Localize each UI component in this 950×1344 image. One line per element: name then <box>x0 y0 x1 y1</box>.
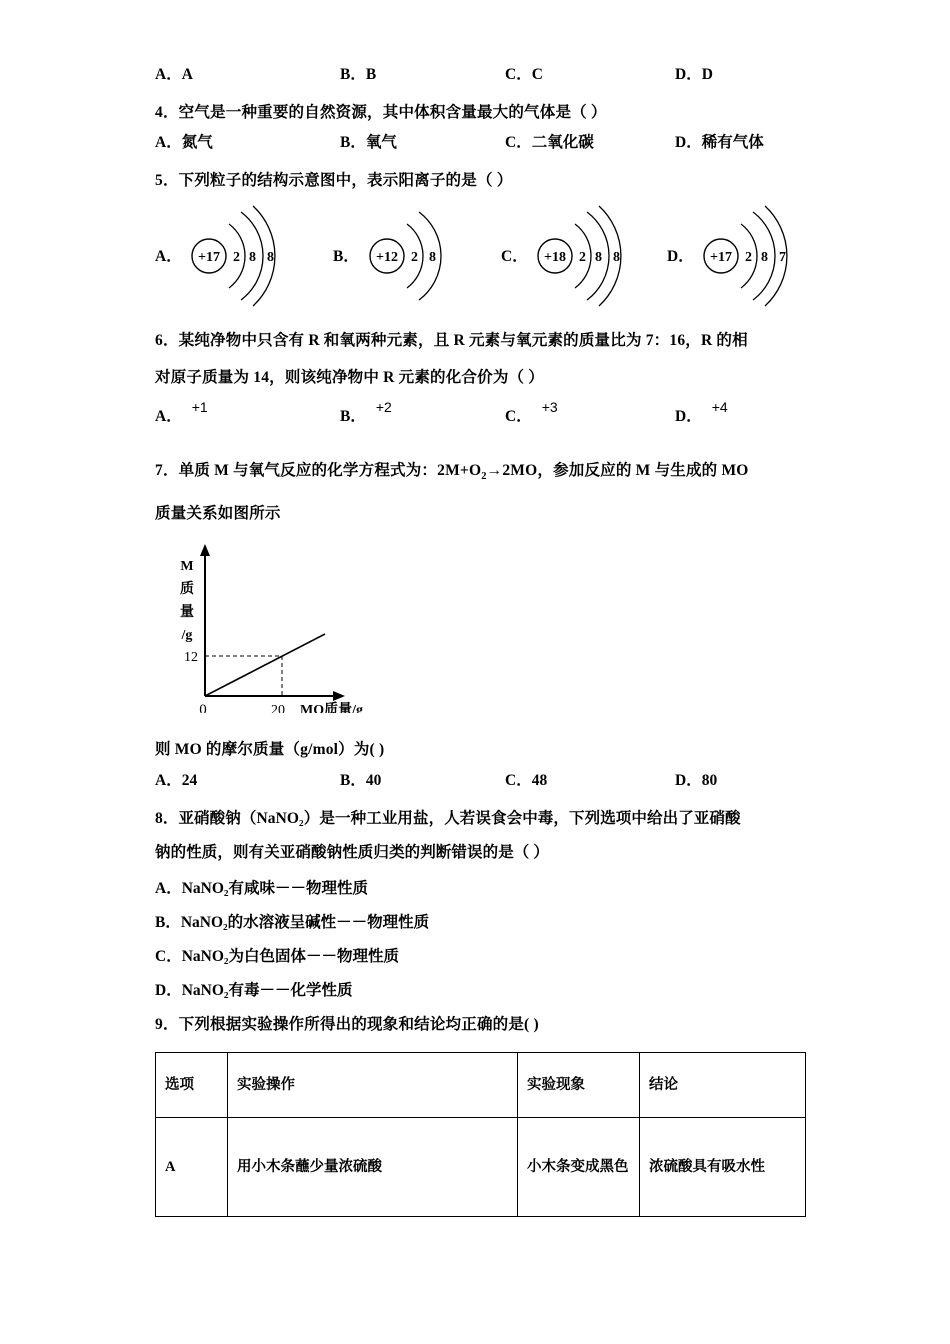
svg-text:+12: +12 <box>376 250 398 265</box>
q7-option-c[interactable]: C．48 <box>505 772 548 790</box>
q6-option-b-value: +2 <box>375 399 392 415</box>
svg-text:8: 8 <box>761 250 768 265</box>
q6-option-b[interactable] <box>340 399 392 426</box>
q6-option-a-label: A． <box>155 408 182 426</box>
svg-text:2: 2 <box>411 250 418 265</box>
q5-option-b-label: B． <box>333 248 359 265</box>
chart-origin-label: 0 <box>199 702 207 714</box>
chart-ylabel-2: 量 <box>180 605 194 621</box>
q6-option-d-label: D． <box>675 408 702 426</box>
question-7-followup: 则 MO 的摩尔质量（g/mol）为( ) <box>155 741 385 759</box>
q6-option-a-value: +1 <box>191 399 208 415</box>
question-6-stem-line-2: 对原子质量为 14，则该纯净物中 R 元素的化合价为（ ） <box>155 369 544 386</box>
q6-option-b-label: B． <box>340 408 366 426</box>
q4-option-d[interactable]: D．稀有气体 <box>675 134 764 151</box>
svg-text:8: 8 <box>267 250 274 265</box>
q5-option-c-label: C． <box>501 248 528 265</box>
question-8-options <box>155 872 805 1008</box>
q6-option-a[interactable] <box>155 399 208 426</box>
atom-diagram-d-icon <box>695 204 845 308</box>
q7-option-a[interactable]: A．24 <box>155 772 198 790</box>
question-7-graph <box>165 538 445 713</box>
question-8-stem-line-2: 钠的性质，则有关亚硝酸钠性质归类的判断错误的是（ ） <box>155 844 549 862</box>
question-4-stem: 4．空气是一种重要的自然资源，其中体积含量最大的气体是（ ） <box>155 104 607 121</box>
question-7-stem-line-1 <box>155 452 805 495</box>
atom-diagram-b-icon <box>361 204 511 308</box>
q8-option-a[interactable]: A．NaNO₂有咸味－－物理性质 <box>155 880 369 898</box>
q6-option-d[interactable] <box>675 399 728 426</box>
q7-option-d[interactable]: D．80 <box>675 772 718 790</box>
q5-option-c[interactable] <box>501 204 681 308</box>
chart-xlabel: MO质量/g <box>300 703 363 714</box>
chart-xtick-20: 20 <box>271 703 285 714</box>
svg-text:8: 8 <box>595 250 602 265</box>
table-header-row <box>156 1053 806 1118</box>
q5-option-a-label: A． <box>155 248 182 265</box>
q6-option-c-label: C． <box>505 408 532 426</box>
question-5-diagram-row <box>155 204 805 308</box>
table-cell-conclusion: 浓硫酸具有吸水性 <box>640 1118 806 1217</box>
q7-stem-mid: →2MO，参加反应的 M 与生成的 MO <box>486 462 749 479</box>
svg-text:2: 2 <box>745 250 752 265</box>
q7-option-b[interactable]: B．40 <box>340 772 382 790</box>
question-9-stem: 9．下列根据实验操作所得出的现象和结论均正确的是( ) <box>155 1016 539 1034</box>
q4-option-a[interactable]: A．氮气 <box>155 134 213 151</box>
svg-text:8: 8 <box>249 250 256 265</box>
svg-text:+17: +17 <box>198 250 220 265</box>
q4-option-c[interactable]: C．二氧化碳 <box>505 134 594 151</box>
question-7-options <box>155 768 805 802</box>
q5-option-a[interactable] <box>155 204 335 308</box>
q3-option-d[interactable]: D．D <box>675 66 713 83</box>
table-header-operation: 实验操作 <box>228 1053 518 1118</box>
q6-option-c-value: +3 <box>541 399 558 415</box>
q8-option-c[interactable]: C．NaNO₂为白色固体－－物理性质 <box>155 948 400 966</box>
atom-diagram-c-icon <box>529 204 679 308</box>
chart-ytick-12: 12 <box>184 650 198 666</box>
q6-option-c[interactable] <box>505 399 558 426</box>
q5-option-d-label: D． <box>667 248 694 265</box>
svg-text:+17: +17 <box>710 250 732 265</box>
chart-ylabel-3: /g <box>181 628 193 644</box>
q5-option-b[interactable] <box>333 204 513 308</box>
q3-option-c[interactable]: C．C <box>505 66 543 83</box>
question-4-options <box>155 130 805 164</box>
table-cell-option: A <box>156 1118 228 1217</box>
table-header-phenomenon: 实验现象 <box>518 1053 640 1118</box>
table-row <box>156 1118 806 1217</box>
q8-option-d[interactable]: D．NaNO₂有毒－－化学性质 <box>155 982 353 1000</box>
experiment-table <box>155 1052 806 1217</box>
svg-text:8: 8 <box>613 250 620 265</box>
q7-stem-pre: 7．单质 M 与氧气反应的化学方程式为：2M+O <box>155 462 482 479</box>
q8-option-b[interactable]: B．NaNO₂的水溶液呈碱性－－物理性质 <box>155 914 430 932</box>
question-8-stem-line-1: 8．亚硝酸钠（NaNO₂）是一种工业用盐，人若误食会中毒，下列选项中给出了亚硝酸 <box>155 810 741 828</box>
atom-diagram-a-icon <box>183 204 333 308</box>
svg-text:2: 2 <box>579 250 586 265</box>
question-3-options <box>155 62 805 96</box>
question-5-stem: 5．下列粒子的结构示意图中，表示阳离子的是（ ） <box>155 172 513 189</box>
table-header-conclusion: 结论 <box>640 1053 806 1118</box>
svg-text:7: 7 <box>779 250 786 265</box>
q6-option-d-value: +4 <box>711 399 728 415</box>
q5-option-d[interactable] <box>667 204 847 308</box>
mass-relation-chart <box>165 538 445 713</box>
table-header-option: 选项 <box>156 1053 228 1118</box>
question-6-options <box>155 399 805 436</box>
q3-option-b[interactable]: B．B <box>340 66 377 83</box>
svg-text:+18: +18 <box>544 250 566 265</box>
svg-text:2: 2 <box>233 250 240 265</box>
svg-text:8: 8 <box>429 250 436 265</box>
chart-ylabel-0: M <box>180 559 194 575</box>
q3-option-a[interactable]: A．A <box>155 66 193 83</box>
q4-option-b[interactable]: B．氧气 <box>340 134 397 151</box>
q7-o2-subscript: 2 <box>481 471 487 483</box>
question-7-stem-line-2: 质量关系如图所示 <box>155 505 281 523</box>
chart-ylabel-1: 质 <box>180 582 194 598</box>
page-content <box>155 62 805 1217</box>
question-6-stem-line-1: 6．某纯净物中只含有 R 和氧两种元素，且 R 元素与氧元素的质量比为 7：16，R 的相 <box>155 332 748 349</box>
table-cell-operation: 用小木条蘸少量浓硫酸 <box>228 1118 518 1217</box>
table-cell-phenomenon: 小木条变成黑色 <box>518 1118 640 1217</box>
